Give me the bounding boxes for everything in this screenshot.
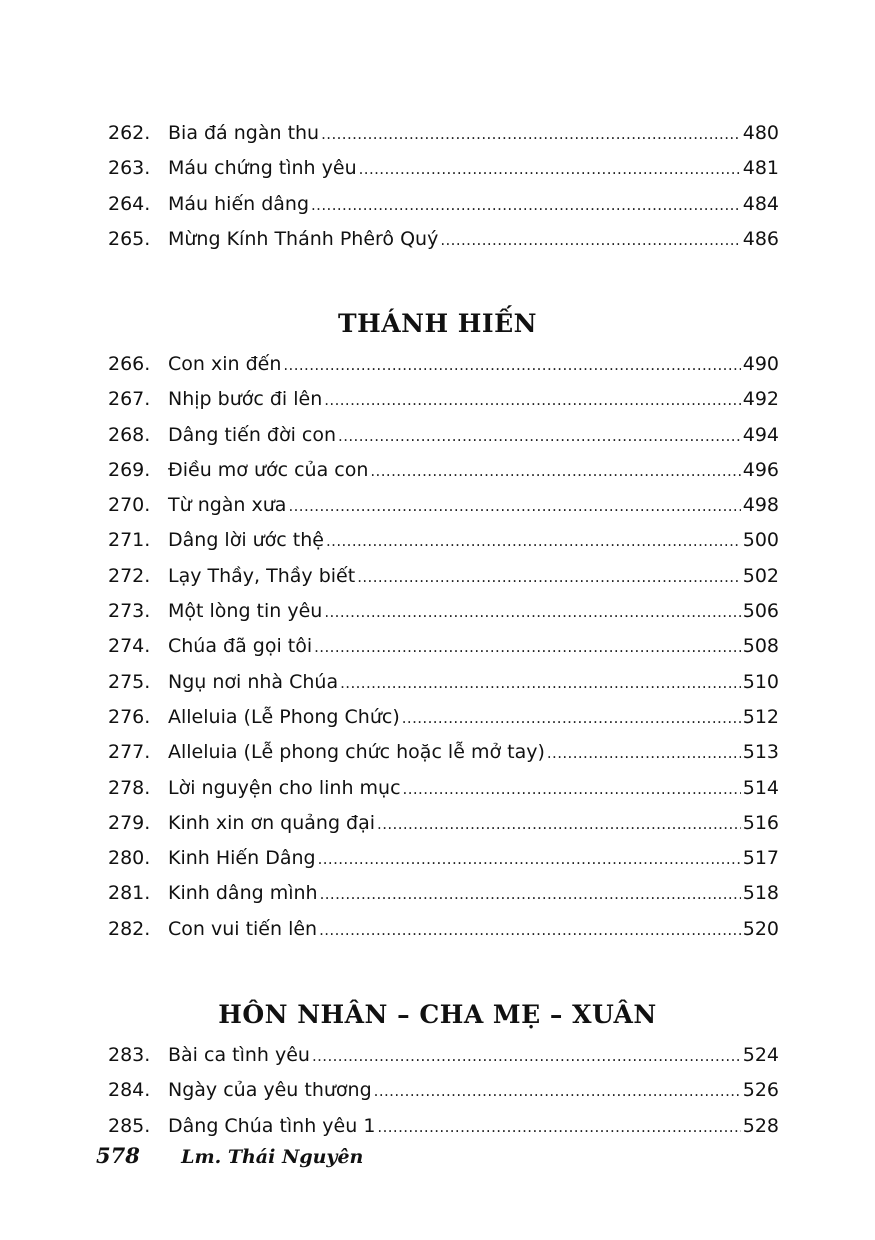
entry-page: 512 <box>742 705 779 728</box>
entry-page: 502 <box>742 564 779 587</box>
toc-entry <box>108 116 779 151</box>
entry-title: Mừng Kính Thánh Phêrô Quý <box>168 227 439 250</box>
entry-number: 264. <box>108 192 151 215</box>
toc-list-part-1 <box>108 116 779 257</box>
entry-page: 508 <box>742 635 779 658</box>
entry-title: Ngụ nơi nhà Chúa <box>168 670 339 693</box>
entry-title: Máu hiến dâng <box>168 192 310 215</box>
section-heading-hon-nhan: HÔN NHÂN – CHA MẸ – XUÂN <box>218 1000 657 1029</box>
entry-page: 516 <box>742 811 779 834</box>
toc-entry <box>108 187 779 222</box>
entry-title: Lời nguyện cho linh mục <box>168 776 401 799</box>
dot-leader <box>320 877 741 912</box>
toc-entry <box>108 771 779 806</box>
dot-leader <box>547 736 741 771</box>
dot-leader <box>288 489 740 524</box>
entry-page: 517 <box>742 847 779 870</box>
section-heading-thanh-hien: THÁNH HIẾN <box>337 309 538 338</box>
entry-title: Điều mơ ước của con <box>168 458 369 481</box>
entry-title: Dâng tiến đời con <box>168 423 337 446</box>
entry-number: 267. <box>108 388 151 411</box>
toc-entry <box>108 841 779 876</box>
dot-leader <box>321 117 741 152</box>
entry-number: 283. <box>108 1044 151 1066</box>
toc-entry <box>108 700 779 735</box>
entry-number: 263. <box>108 157 151 180</box>
dot-leader <box>326 524 741 559</box>
toc-entry <box>108 418 779 453</box>
entry-page: 481 <box>742 157 779 180</box>
entry-title: Dâng Chúa tình yêu 1 <box>168 1114 376 1137</box>
dot-leader <box>377 807 741 842</box>
toc-entry <box>108 1073 779 1108</box>
entry-title: Chúa đã gọi tôi <box>168 635 313 658</box>
entry-number: 285. <box>108 1114 151 1137</box>
entry-title: Kinh xin ơn quảng đại <box>168 811 376 834</box>
dot-leader <box>359 152 741 187</box>
dot-leader <box>440 223 740 258</box>
entry-page: 500 <box>742 529 779 552</box>
toc-entry <box>108 665 779 700</box>
entry-page: 494 <box>742 423 779 446</box>
toc-entry <box>108 559 779 594</box>
entry-number: 272. <box>108 564 151 587</box>
toc-entry <box>108 523 779 558</box>
dot-leader <box>403 772 741 807</box>
dot-leader <box>324 383 740 418</box>
entry-title: Dâng lời ước thệ <box>168 529 324 552</box>
toc-entry <box>108 1038 779 1073</box>
toc-entry <box>108 806 779 841</box>
entry-page: 528 <box>742 1114 779 1137</box>
dot-leader <box>318 842 741 877</box>
toc-entry <box>108 1109 779 1144</box>
dot-leader <box>374 1074 741 1109</box>
toc-entry <box>108 488 779 523</box>
footer-author: Lm. Thái Nguyên <box>181 1146 364 1168</box>
toc-entry <box>108 912 779 947</box>
dot-leader <box>377 1110 740 1145</box>
entry-title: Bia đá ngàn thu <box>168 122 320 144</box>
dot-leader <box>312 1039 741 1074</box>
toc-list-thanh-hien <box>108 347 779 947</box>
entry-page: 520 <box>742 917 779 940</box>
entry-page: 524 <box>742 1044 779 1066</box>
dot-leader <box>357 560 741 595</box>
entry-number: 270. <box>108 494 151 517</box>
entry-page: 514 <box>742 776 779 799</box>
entry-number: 273. <box>108 600 151 623</box>
entry-title: Alleluia (Lễ phong chức hoặc lễ mở tay) <box>168 741 545 764</box>
toc-list-hon-nhan <box>108 1038 779 1144</box>
dot-leader <box>402 701 741 736</box>
toc-entry <box>108 382 779 417</box>
entry-page: 498 <box>742 494 779 517</box>
entry-number: 277. <box>108 741 151 764</box>
entry-title: Bài ca tình yêu <box>168 1044 310 1066</box>
entry-number: 265. <box>108 227 151 250</box>
entry-page: 490 <box>742 353 779 375</box>
entry-title: Kinh dâng mình <box>168 882 318 905</box>
entry-number: 268. <box>108 423 151 446</box>
entry-number: 262. <box>108 122 151 144</box>
dot-leader <box>283 348 740 383</box>
entry-page: 518 <box>742 882 779 905</box>
entry-number: 274. <box>108 635 151 658</box>
toc-entry <box>108 151 779 186</box>
toc-entry <box>108 876 779 911</box>
entry-number: 280. <box>108 847 151 870</box>
page-footer <box>96 1143 363 1168</box>
dot-leader <box>340 666 741 701</box>
entry-page: 506 <box>742 600 779 623</box>
dot-leader <box>319 913 741 948</box>
dot-leader <box>324 595 740 630</box>
entry-page: 526 <box>742 1079 779 1102</box>
entry-page: 496 <box>742 458 779 481</box>
toc-entry <box>108 629 779 664</box>
entry-number: 284. <box>108 1079 151 1102</box>
entry-number: 269. <box>108 458 151 481</box>
entry-title: Máu chứng tình yêu <box>168 157 357 180</box>
entry-number: 279. <box>108 811 151 834</box>
entry-page: 510 <box>742 670 779 693</box>
toc-entry <box>108 735 779 770</box>
entry-page: 480 <box>742 122 779 144</box>
footer-page-number: 578 <box>96 1143 140 1168</box>
toc-entry <box>108 453 779 488</box>
entry-number: 282. <box>108 917 151 940</box>
entry-page: 492 <box>742 388 779 411</box>
toc-entry <box>108 594 779 629</box>
entry-number: 271. <box>108 529 151 552</box>
entry-title: Alleluia (Lễ Phong Chức) <box>168 705 400 728</box>
entry-number: 281. <box>108 882 151 905</box>
entry-title: Ngày của yêu thương <box>168 1079 372 1102</box>
entry-title: Con xin đến <box>168 353 282 375</box>
entry-title: Một lòng tin yêu <box>168 600 323 623</box>
dot-leader <box>338 419 741 454</box>
entry-number: 275. <box>108 670 151 693</box>
entry-title: Nhịp bước đi lên <box>168 388 323 411</box>
toc-entry <box>108 222 779 257</box>
dot-leader <box>311 188 741 223</box>
entry-number: 276. <box>108 705 151 728</box>
entry-title: Lạy Thầy, Thầy biết <box>168 564 356 587</box>
entry-title: Từ ngàn xưa <box>168 494 287 517</box>
entry-title: Con vui tiến lên <box>168 917 318 940</box>
entry-page: 513 <box>742 741 779 764</box>
entry-title: Kinh Hiến Dâng <box>168 847 316 870</box>
entry-number: 278. <box>108 776 151 799</box>
entry-page: 486 <box>742 227 779 250</box>
dot-leader <box>314 630 741 665</box>
toc-entry <box>108 347 779 382</box>
dot-leader <box>370 454 740 489</box>
entry-number: 266. <box>108 353 151 375</box>
entry-page: 484 <box>742 192 779 215</box>
